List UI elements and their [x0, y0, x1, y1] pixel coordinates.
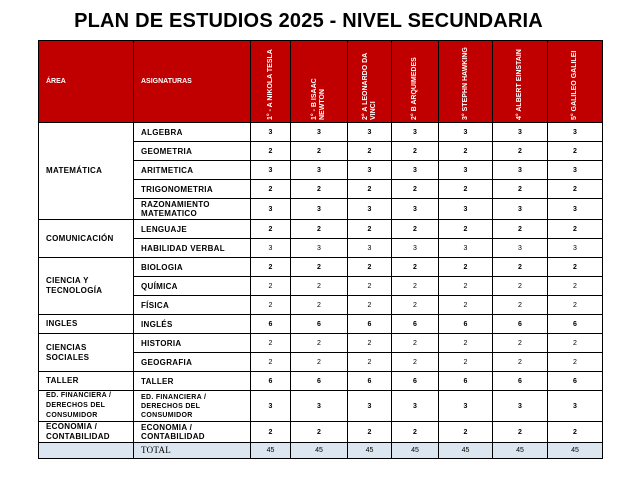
hours-cell: 3 — [348, 391, 392, 422]
subject-cell: TRIGONOMETRIA — [134, 180, 251, 199]
hours-cell: 2 — [291, 334, 348, 353]
hours-cell: 2 — [392, 277, 439, 296]
hours-cell: 2 — [392, 258, 439, 277]
area-cell: INGLES — [39, 315, 134, 334]
hours-cell: 3 — [493, 239, 548, 258]
header-col-label: 1° - A NIKOLA TESLA — [266, 48, 274, 120]
hours-cell: 3 — [548, 391, 603, 422]
subject-cell: QUÍMICA — [134, 277, 251, 296]
area-cell: ECONOMIA / CONTABILIDAD — [39, 422, 134, 443]
hours-cell: 2 — [439, 258, 493, 277]
subject-cell: GEOMETRIA — [134, 142, 251, 161]
hours-cell: 3 — [291, 199, 348, 220]
area-cell: ED. FINANCIERA / DERECHOS DEL CONSUMIDOR — [39, 391, 134, 422]
total-cell: 45 — [439, 443, 493, 459]
hours-cell: 2 — [493, 353, 548, 372]
subject-cell: ALGEBRA — [134, 123, 251, 142]
hours-cell: 6 — [348, 372, 392, 391]
hours-cell: 2 — [439, 422, 493, 443]
hours-cell: 3 — [439, 391, 493, 422]
total-cell: 45 — [291, 443, 348, 459]
hours-cell: 3 — [348, 239, 392, 258]
hours-cell: 2 — [392, 334, 439, 353]
hours-cell: 2 — [348, 142, 392, 161]
hours-cell: 2 — [493, 258, 548, 277]
subject-cell: HABILIDAD VERBAL — [134, 239, 251, 258]
subject-cell: ED. FINANCIERA / DERECHOS DEL CONSUMIDOR — [134, 391, 251, 422]
hours-cell: 3 — [493, 161, 548, 180]
hours-cell: 6 — [392, 372, 439, 391]
hours-cell: 2 — [348, 422, 392, 443]
area-cell: MATEMÁTICA — [39, 123, 134, 220]
hours-cell: 2 — [291, 180, 348, 199]
hours-cell: 3 — [251, 239, 291, 258]
hours-cell: 3 — [548, 199, 603, 220]
hours-cell: 3 — [291, 239, 348, 258]
subject-cell: HISTORIA — [134, 334, 251, 353]
area-cell: COMUNICACIÓN — [39, 220, 134, 258]
subject-cell: RAZONAMIENTO MATEMATICO — [134, 199, 251, 220]
hours-cell: 3 — [439, 239, 493, 258]
table-row — [39, 123, 603, 142]
area-cell: TALLER — [39, 372, 134, 391]
hours-cell: 6 — [251, 372, 291, 391]
hours-cell: 3 — [291, 161, 348, 180]
table-row — [39, 391, 603, 422]
subject-cell: BIOLOGIA — [134, 258, 251, 277]
hours-cell: 2 — [251, 142, 291, 161]
hours-cell: 2 — [392, 353, 439, 372]
hours-cell: 6 — [291, 372, 348, 391]
hours-cell: 6 — [548, 372, 603, 391]
header-col-2 — [291, 41, 348, 123]
total-cell: 45 — [493, 443, 548, 459]
hours-cell: 2 — [348, 180, 392, 199]
hours-cell: 3 — [251, 391, 291, 422]
header-col-label: 1° - B ISAAC NEWTON — [311, 77, 326, 120]
hours-cell: 2 — [548, 296, 603, 315]
header-col-label: 3° STEPHN HAWKING — [461, 46, 469, 120]
hours-cell: 2 — [251, 296, 291, 315]
hours-cell: 2 — [439, 277, 493, 296]
header-col-5 — [439, 41, 493, 123]
hours-cell: 2 — [548, 334, 603, 353]
hours-cell: 2 — [291, 220, 348, 239]
hours-cell: 2 — [493, 296, 548, 315]
hours-cell: 2 — [548, 220, 603, 239]
hours-cell: 2 — [348, 353, 392, 372]
area-cell: CIENCIAS SOCIALES — [39, 334, 134, 372]
hours-cell: 3 — [439, 161, 493, 180]
hours-cell: 3 — [548, 239, 603, 258]
header-col-7 — [548, 41, 603, 123]
hours-cell: 2 — [392, 220, 439, 239]
hours-cell: 3 — [439, 123, 493, 142]
hours-cell: 2 — [291, 422, 348, 443]
hours-cell: 2 — [251, 353, 291, 372]
area-cell: CIENCIA Y TECNOLOGÍA — [39, 258, 134, 315]
hours-cell: 2 — [493, 334, 548, 353]
hours-cell: 2 — [548, 142, 603, 161]
study-plan-table — [38, 40, 603, 459]
hours-cell: 2 — [348, 296, 392, 315]
hours-cell: 2 — [439, 220, 493, 239]
total-cell: 45 — [392, 443, 439, 459]
hours-cell: 2 — [251, 422, 291, 443]
hours-cell: 3 — [251, 161, 291, 180]
hours-cell: 2 — [251, 277, 291, 296]
subject-cell: ECONOMIA / CONTABILIDAD — [134, 422, 251, 443]
table-body — [39, 123, 603, 459]
hours-cell: 2 — [493, 180, 548, 199]
hours-cell: 2 — [392, 142, 439, 161]
hours-cell: 2 — [493, 422, 548, 443]
hours-cell: 2 — [493, 142, 548, 161]
hours-cell: 2 — [439, 334, 493, 353]
table-row — [39, 315, 603, 334]
hours-cell: 3 — [493, 123, 548, 142]
total-cell: 45 — [548, 443, 603, 459]
hours-cell: 3 — [348, 161, 392, 180]
total-cell: 45 — [348, 443, 392, 459]
hours-cell: 6 — [439, 372, 493, 391]
hours-cell: 2 — [348, 334, 392, 353]
hours-cell: 2 — [548, 422, 603, 443]
hours-cell: 2 — [291, 296, 348, 315]
subject-cell: FÍSICA — [134, 296, 251, 315]
table-row — [39, 372, 603, 391]
hours-cell: 2 — [348, 258, 392, 277]
header-col-1 — [251, 41, 291, 123]
total-blank-cell — [39, 443, 134, 459]
hours-cell: 2 — [291, 277, 348, 296]
header-col-6 — [493, 41, 548, 123]
header-col-4 — [392, 41, 439, 123]
hours-cell: 3 — [392, 239, 439, 258]
header-col-label: 5° GALILEO GALILEI — [571, 50, 578, 120]
hours-cell: 3 — [348, 199, 392, 220]
table-row — [39, 334, 603, 353]
subject-cell: ARITMETICA — [134, 161, 251, 180]
hours-cell: 2 — [291, 353, 348, 372]
hours-cell: 3 — [439, 199, 493, 220]
hours-cell: 2 — [548, 258, 603, 277]
subject-cell: TALLER — [134, 372, 251, 391]
hours-cell: 6 — [251, 315, 291, 334]
header-col-label: 4° ALBERT EINSTAIN — [516, 48, 523, 120]
page-title: PLAN DE ESTUDIOS 2025 - NIVEL SECUNDARIA — [74, 10, 543, 32]
header-col-label: 2° A LEONARDO DA VINCI — [361, 52, 377, 120]
hours-cell: 2 — [548, 353, 603, 372]
subject-cell: INGLÉS — [134, 315, 251, 334]
hours-cell: 2 — [251, 334, 291, 353]
hours-cell: 6 — [439, 315, 493, 334]
hours-cell: 2 — [348, 220, 392, 239]
hours-cell: 2 — [392, 180, 439, 199]
hours-cell: 6 — [392, 315, 439, 334]
total-cell: 45 — [251, 443, 291, 459]
hours-cell: 6 — [493, 372, 548, 391]
hours-cell: 2 — [439, 353, 493, 372]
hours-cell: 6 — [291, 315, 348, 334]
hours-cell: 3 — [493, 199, 548, 220]
hours-cell: 2 — [439, 296, 493, 315]
header-asignaturas: ASIGNATURAS — [134, 41, 251, 123]
hours-cell: 2 — [251, 258, 291, 277]
total-row — [39, 443, 603, 459]
hours-cell: 2 — [392, 296, 439, 315]
hours-cell: 2 — [291, 258, 348, 277]
hours-cell: 6 — [493, 315, 548, 334]
hours-cell: 3 — [493, 391, 548, 422]
header-area: ÁREA — [39, 41, 134, 123]
hours-cell: 3 — [251, 199, 291, 220]
hours-cell: 2 — [548, 277, 603, 296]
hours-cell: 6 — [548, 315, 603, 334]
hours-cell: 2 — [439, 142, 493, 161]
header-row — [39, 41, 603, 123]
total-label: TOTAL — [134, 443, 251, 459]
hours-cell: 3 — [392, 199, 439, 220]
hours-cell: 2 — [392, 422, 439, 443]
hours-cell: 3 — [392, 391, 439, 422]
hours-cell: 2 — [251, 180, 291, 199]
header-col-3 — [348, 41, 392, 123]
hours-cell: 6 — [348, 315, 392, 334]
table-row — [39, 258, 603, 277]
hours-cell: 3 — [291, 391, 348, 422]
hours-cell: 2 — [291, 142, 348, 161]
hours-cell: 2 — [548, 180, 603, 199]
header-col-label: 2° B ARQUIMEDES — [411, 56, 418, 120]
hours-cell: 3 — [548, 161, 603, 180]
subject-cell: LENGUAJE — [134, 220, 251, 239]
table-row — [39, 422, 603, 443]
hours-cell: 2 — [348, 277, 392, 296]
hours-cell: 3 — [548, 123, 603, 142]
table-row — [39, 220, 603, 239]
subject-cell: GEOGRAFIA — [134, 353, 251, 372]
hours-cell: 2 — [439, 180, 493, 199]
hours-cell: 2 — [493, 220, 548, 239]
hours-cell: 3 — [392, 123, 439, 142]
hours-cell: 3 — [291, 123, 348, 142]
hours-cell: 3 — [348, 123, 392, 142]
hours-cell: 2 — [251, 220, 291, 239]
hours-cell: 3 — [392, 161, 439, 180]
hours-cell: 3 — [251, 123, 291, 142]
hours-cell: 2 — [493, 277, 548, 296]
